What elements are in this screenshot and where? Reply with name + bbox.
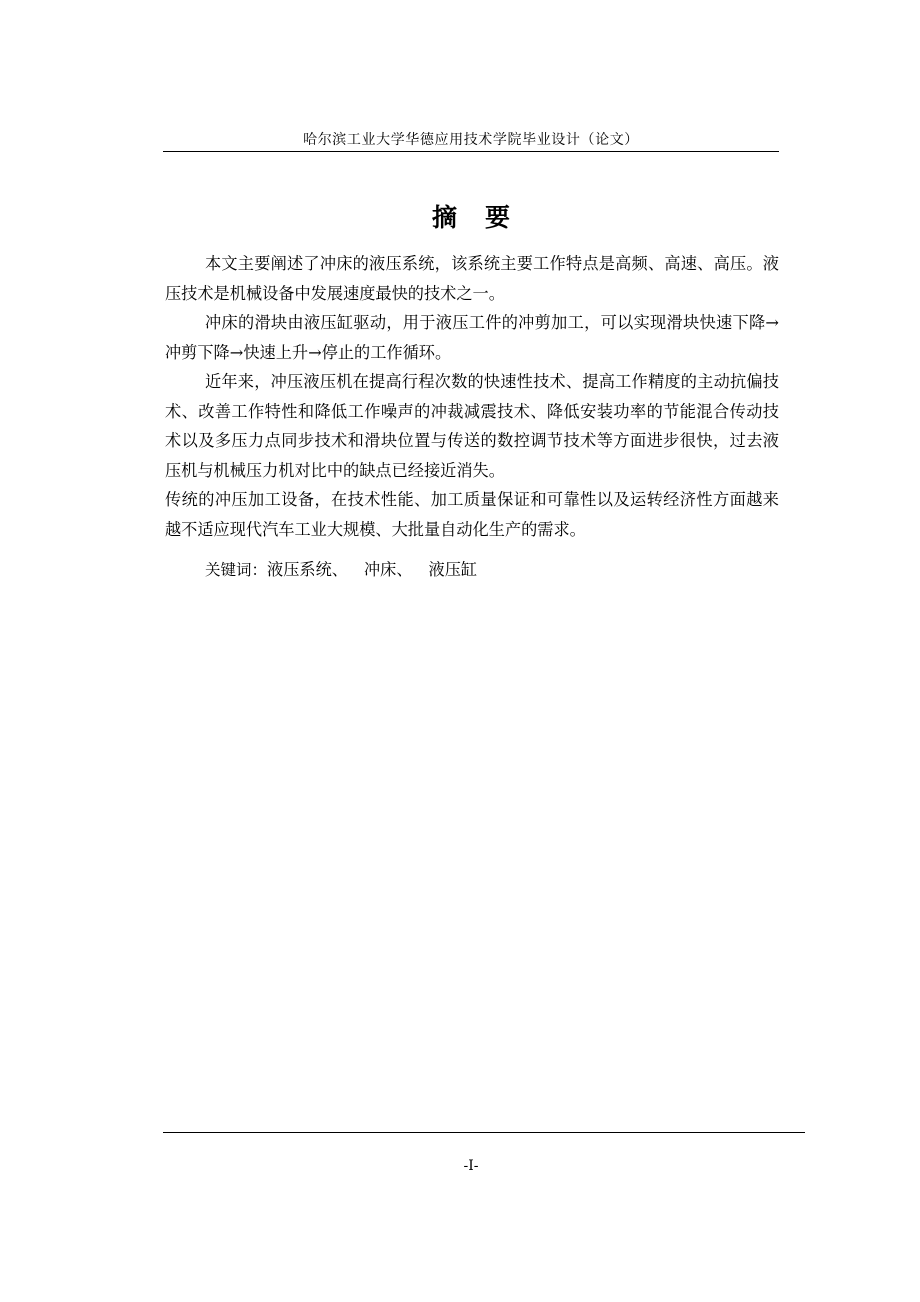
abstract-body bbox=[165, 249, 779, 544]
keyword-item: 液压系统、 bbox=[267, 560, 348, 579]
abstract-paragraph-4: 传统的冲压加工设备，在技术性能、加工质量保证和可靠性以及运转经济性方面越来越不适应现代汽车工业大规模、大批量自动化生产的需求。 bbox=[165, 490, 779, 539]
header-divider bbox=[163, 151, 779, 152]
abstract-paragraph-2: 冲床的滑块由液压缸驱动，用于液压工件的冲剪加工，可以实现滑块快速下降→冲剪下降→快速上升→停止的工作循环。 bbox=[165, 313, 779, 362]
keywords-label: 关键词： bbox=[205, 561, 268, 579]
keywords-line bbox=[205, 555, 477, 585]
abstract-paragraph-1: 本文主要阐述了冲床的液压系统，该系统主要工作特点是高频、高速、高压。液压技术是机械设备中发展速度最快的技术之一。 bbox=[165, 254, 779, 303]
keyword-item: 冲床、 bbox=[363, 560, 413, 579]
keyword-item: 液压缸 bbox=[428, 560, 478, 579]
page-number: -I- bbox=[463, 1158, 479, 1174]
footer-divider bbox=[163, 1132, 805, 1133]
abstract-title: 摘要 bbox=[431, 203, 538, 232]
page-header: 哈尔滨工业大学华德应用技术学院毕业设计（论文） bbox=[303, 132, 639, 148]
abstract-paragraph-3: 近年来，冲压液压机在提高行程次数的快速性技术、提高工作精度的主动抗偏技术、改善工作特性和降低工作噪声的冲裁减震技术、降低安装功率的节能混合传动技术以及多压力点同步技术和滑块位置与传送的数控调节技术等方面进步很快，过去液压机与机械压力机对比中的缺点已经接近消失。 bbox=[165, 372, 779, 480]
